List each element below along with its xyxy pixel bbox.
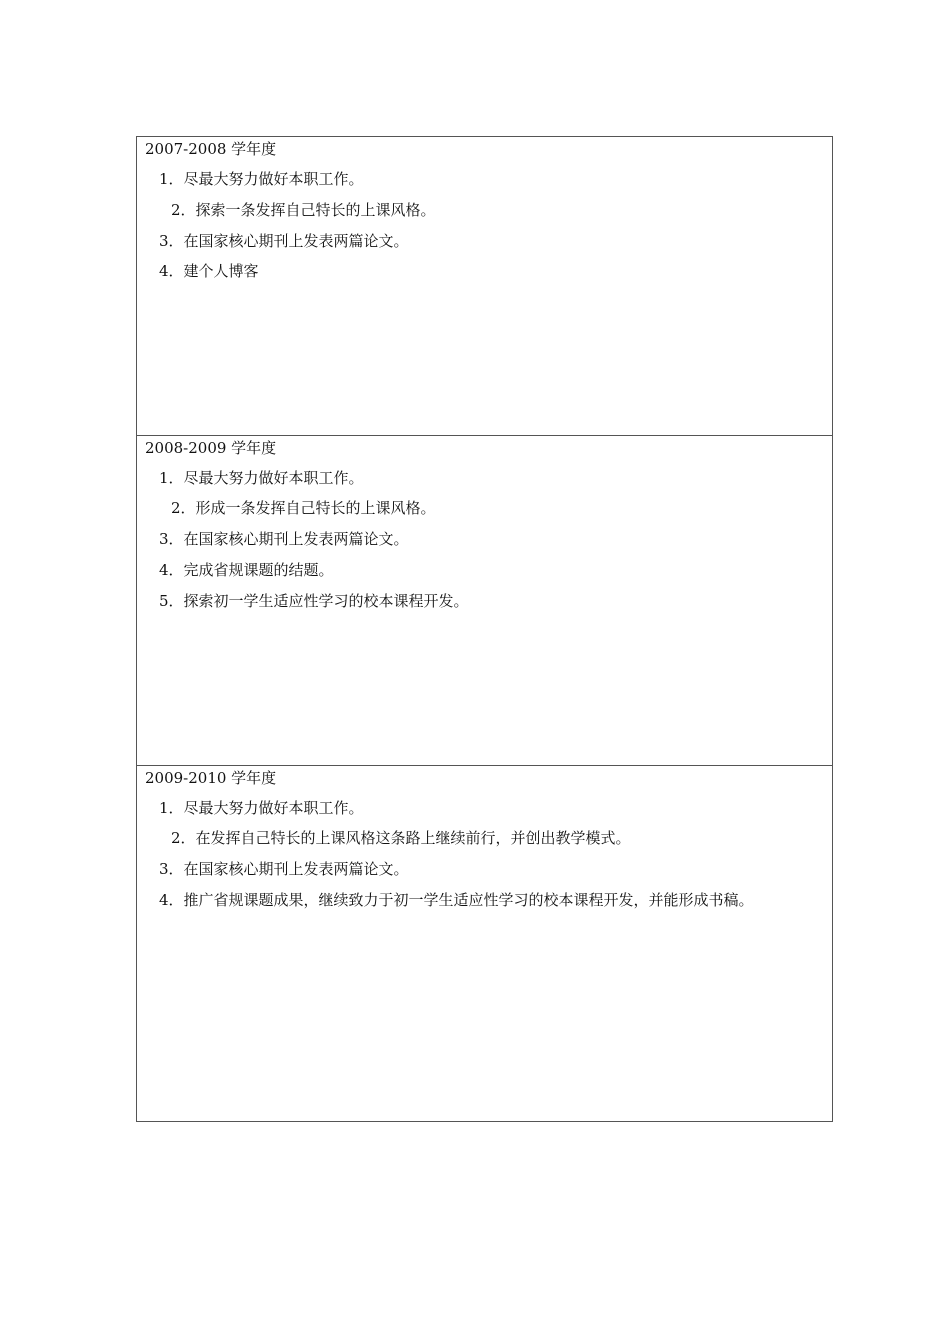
item-number: 4． [159,891,184,909]
item-text: 建个人博客 [183,262,259,280]
item-text: 探索初一学生适应性学习的校本课程开发。 [183,592,469,610]
item-text: 在国家核心期刊上发表两篇论文。 [183,232,409,250]
list-item [159,859,409,879]
item-text: 尽最大努力做好本职工作。 [183,170,364,188]
list-item [159,591,469,611]
item-number: 5． [159,592,184,610]
year-heading: 2007-2008 学年度 [145,140,277,158]
list-item [159,261,259,281]
year-section-2009-2010 [137,766,832,1121]
list-item [159,231,409,251]
list-item [159,529,409,549]
item-number: 4． [159,262,184,280]
item-number: 3． [159,860,184,878]
item-number: 3． [159,232,184,250]
item-number: 2． [171,201,196,219]
item-text: 尽最大努力做好本职工作。 [183,799,364,817]
item-number: 1． [159,799,184,817]
list-item [171,828,631,848]
item-text: 在国家核心期刊上发表两篇论文。 [183,860,409,878]
list-item [159,560,334,580]
year-heading: 2008-2009 学年度 [145,439,277,457]
item-text: 尽最大努力做好本职工作。 [183,469,364,487]
item-number: 1． [159,469,184,487]
item-number: 1． [159,170,184,188]
item-number: 2． [171,829,196,847]
item-number: 4． [159,561,184,579]
item-text: 在国家核心期刊上发表两篇论文。 [183,530,409,548]
list-item [159,798,364,818]
item-number: 2． [171,499,196,517]
list-item [159,468,364,488]
item-text: 完成省规课题的结题。 [183,561,334,579]
item-number: 3． [159,530,184,548]
year-heading: 2009-2010 学年度 [145,769,277,787]
year-section-2007-2008 [137,137,832,436]
list-item [159,169,364,189]
year-section-2008-2009 [137,436,832,766]
list-item [159,890,754,910]
item-text: 探索一条发挥自己特长的上课风格。 [195,201,436,219]
item-text: 在发挥自己特长的上课风格这条路上继续前行，并创出教学模式。 [195,829,631,847]
list-item [171,200,436,220]
list-item [171,498,436,518]
item-text: 形成一条发挥自己特长的上课风格。 [195,499,436,517]
item-text: 推广省规课题成果，继续致力于初一学生适应性学习的校本课程开发，并能形成书稿。 [183,891,754,909]
plan-table [136,136,833,1122]
